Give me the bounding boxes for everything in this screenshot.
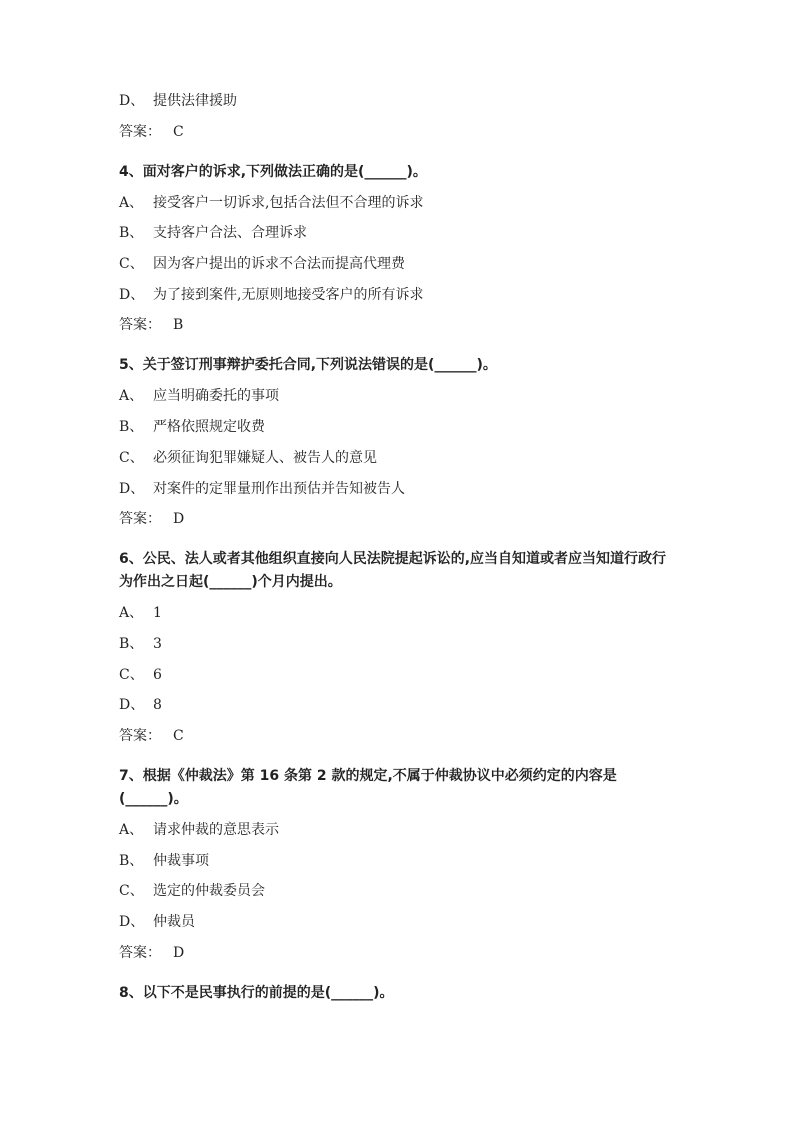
option-text: 请求仲裁的意思表示	[153, 821, 279, 838]
option-text: 提供法律援助	[153, 93, 237, 109]
option-letter: B、	[119, 852, 144, 869]
question-text: 8、以下不是民事执行的前提的是(______)。	[119, 984, 394, 1001]
option-letter: B、	[119, 419, 144, 436]
answer-option	[119, 821, 679, 839]
question-text: 6、公民、法人或者其他组织直接向人民法院提起诉讼的,应当自知道或者应当知道行政行为作出之日起(______)个月内提出。	[119, 551, 667, 591]
option-letter: C、	[119, 449, 144, 466]
option-text: 支持客户合法、合理诉求	[153, 225, 307, 242]
answer-option	[119, 696, 679, 714]
answer-option	[119, 255, 679, 273]
option-text: 必须征询犯罪嫌疑人、被告人的意见	[153, 449, 377, 466]
option-letter: A、	[119, 821, 144, 838]
answer-option	[119, 286, 679, 304]
question-text: 5、关于签订刑事辩护委托合同,下列说法错误的是(______)。	[119, 357, 497, 374]
exam-page	[119, 92, 679, 1015]
option-text: 选定的仲裁委员会	[153, 883, 265, 900]
answer-key	[119, 123, 679, 141]
answer-option	[119, 604, 679, 622]
question-text: 4、面对客户的诉求,下列做法正确的是(______)。	[119, 163, 427, 180]
option-letter: A、	[119, 605, 144, 622]
answer-option	[119, 224, 679, 242]
option-letter: D、	[119, 286, 145, 303]
answer-option	[119, 92, 679, 110]
option-letter: C、	[119, 666, 144, 683]
option-text: 因为客户提出的诉求不合法而提高代理费	[153, 256, 405, 273]
answer-label: 答案：	[119, 511, 161, 528]
answer-option	[119, 480, 679, 498]
answer-option	[119, 635, 679, 653]
option-text: 为了接到案件,无原则地接受客户的所有诉求	[153, 286, 424, 303]
answer-label: 答案：	[119, 944, 161, 961]
answer-label: 答案：	[119, 317, 161, 334]
answer-option	[119, 194, 679, 212]
answer-key	[119, 727, 679, 745]
option-text: 应当明确委托的事项	[153, 388, 279, 405]
answer-key	[119, 944, 679, 962]
option-text: 1	[153, 605, 162, 622]
option-letter: D、	[119, 697, 145, 714]
answer-label: 答案：	[119, 123, 161, 140]
answer-option	[119, 852, 679, 870]
answer-option	[119, 882, 679, 900]
answer-option	[119, 666, 679, 684]
option-text: 6	[153, 666, 162, 683]
option-text: 8	[153, 697, 162, 714]
option-text: 严格依照规定收费	[153, 419, 265, 436]
answer-option	[119, 418, 679, 436]
option-letter: B、	[119, 635, 144, 652]
option-letter: A、	[119, 388, 144, 405]
option-text: 仲裁员	[153, 914, 195, 930]
option-letter: C、	[119, 256, 144, 273]
answer-value: C	[173, 123, 184, 140]
option-letter: D、	[119, 480, 145, 497]
answer-value: D	[173, 944, 185, 961]
answer-label: 答案：	[119, 727, 161, 744]
answer-key	[119, 316, 679, 334]
answer-value: B	[173, 317, 184, 334]
answer-value: C	[173, 727, 184, 744]
option-text: 仲裁事项	[153, 852, 209, 869]
option-letter: A、	[119, 194, 144, 211]
option-letter: D、	[119, 93, 145, 109]
option-letter: B、	[119, 225, 144, 242]
option-letter: C、	[119, 883, 144, 900]
answer-value: D	[173, 511, 185, 528]
option-text: 接受客户一切诉求,包括合法但不合理的诉求	[153, 194, 424, 211]
answer-option	[119, 913, 679, 931]
answer-key	[119, 510, 679, 528]
answer-option	[119, 387, 679, 405]
answer-option	[119, 449, 679, 467]
option-text: 对案件的定罪量刑作出预估并告知被告人	[153, 480, 405, 497]
option-letter: D、	[119, 914, 145, 930]
option-text: 3	[153, 635, 162, 652]
question-text: 7、根据《仲裁法》第 16 条第 2 款的规定,不属于仲裁协议中必须约定的内容是(______)。	[119, 767, 617, 807]
